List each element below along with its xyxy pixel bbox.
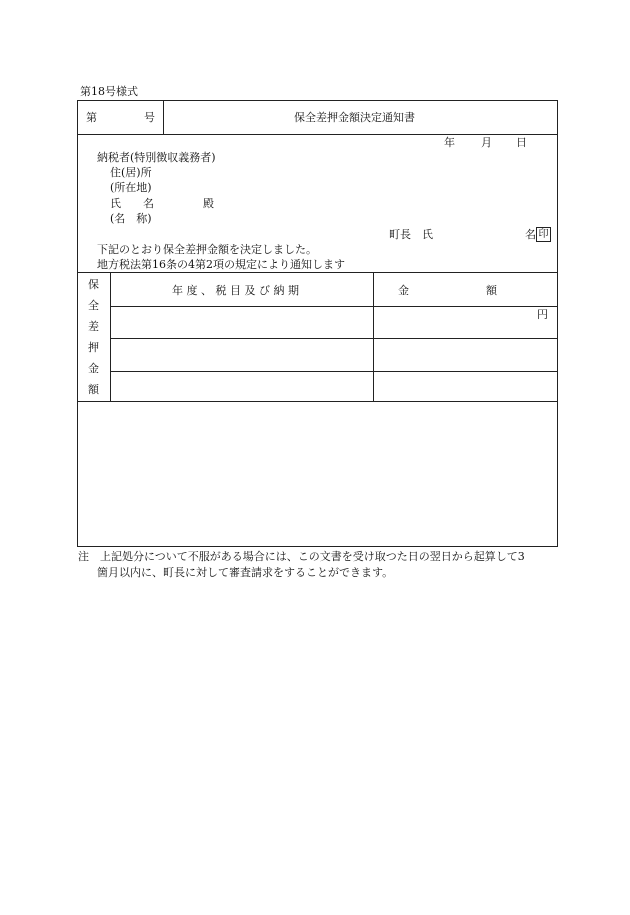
- notice-number-suffix: 号: [144, 111, 155, 124]
- footnote-line1: 注 上記処分について不服がある場合には、この文書を受け取つた日の翌日から起算して3: [78, 550, 525, 563]
- form-number: 第18号様式: [80, 85, 138, 98]
- name-label: 氏 名: [110, 197, 154, 210]
- side-label-char: 金: [88, 362, 99, 375]
- notice-number-prefix: 第: [86, 111, 97, 124]
- corp-name-label: (名 称): [110, 212, 152, 225]
- honorific-label: 殿: [203, 197, 214, 210]
- document-title: 保全差押金額決定通知書: [294, 111, 415, 124]
- side-label-char: 差: [88, 320, 99, 333]
- column-header-period: 年 度 、 税 目 及 び 納 期: [172, 284, 299, 297]
- footnote-line2: 箇月以内に、町長に対して審査請求をすることができます。: [97, 566, 394, 579]
- side-label-char: 額: [88, 383, 99, 396]
- side-label-char: 押: [88, 341, 99, 354]
- date-year: 年: [444, 136, 455, 149]
- issuer-title: 町長 氏: [389, 228, 433, 241]
- address-label: 住(居)所: [110, 166, 152, 179]
- side-label-char: 全: [88, 299, 99, 312]
- yen-unit: 円: [537, 308, 548, 321]
- seal-mark: 印: [536, 227, 551, 242]
- date-month: 月: [481, 136, 492, 149]
- issuer-name-suffix: 名: [525, 228, 536, 241]
- side-label-char: 保: [88, 278, 99, 291]
- column-header-amount: 金 額: [398, 284, 497, 297]
- notice-text-line1: 下記のとおり保全差押金額を決定しました。: [97, 243, 317, 256]
- date-day: 日: [516, 136, 527, 149]
- taxpayer-label: 納税者(特別徴収義務者): [97, 151, 216, 164]
- location-label: (所在地): [110, 181, 152, 194]
- notice-text-line2: 地方税法第16条の4第2項の規定により通知します: [97, 258, 345, 271]
